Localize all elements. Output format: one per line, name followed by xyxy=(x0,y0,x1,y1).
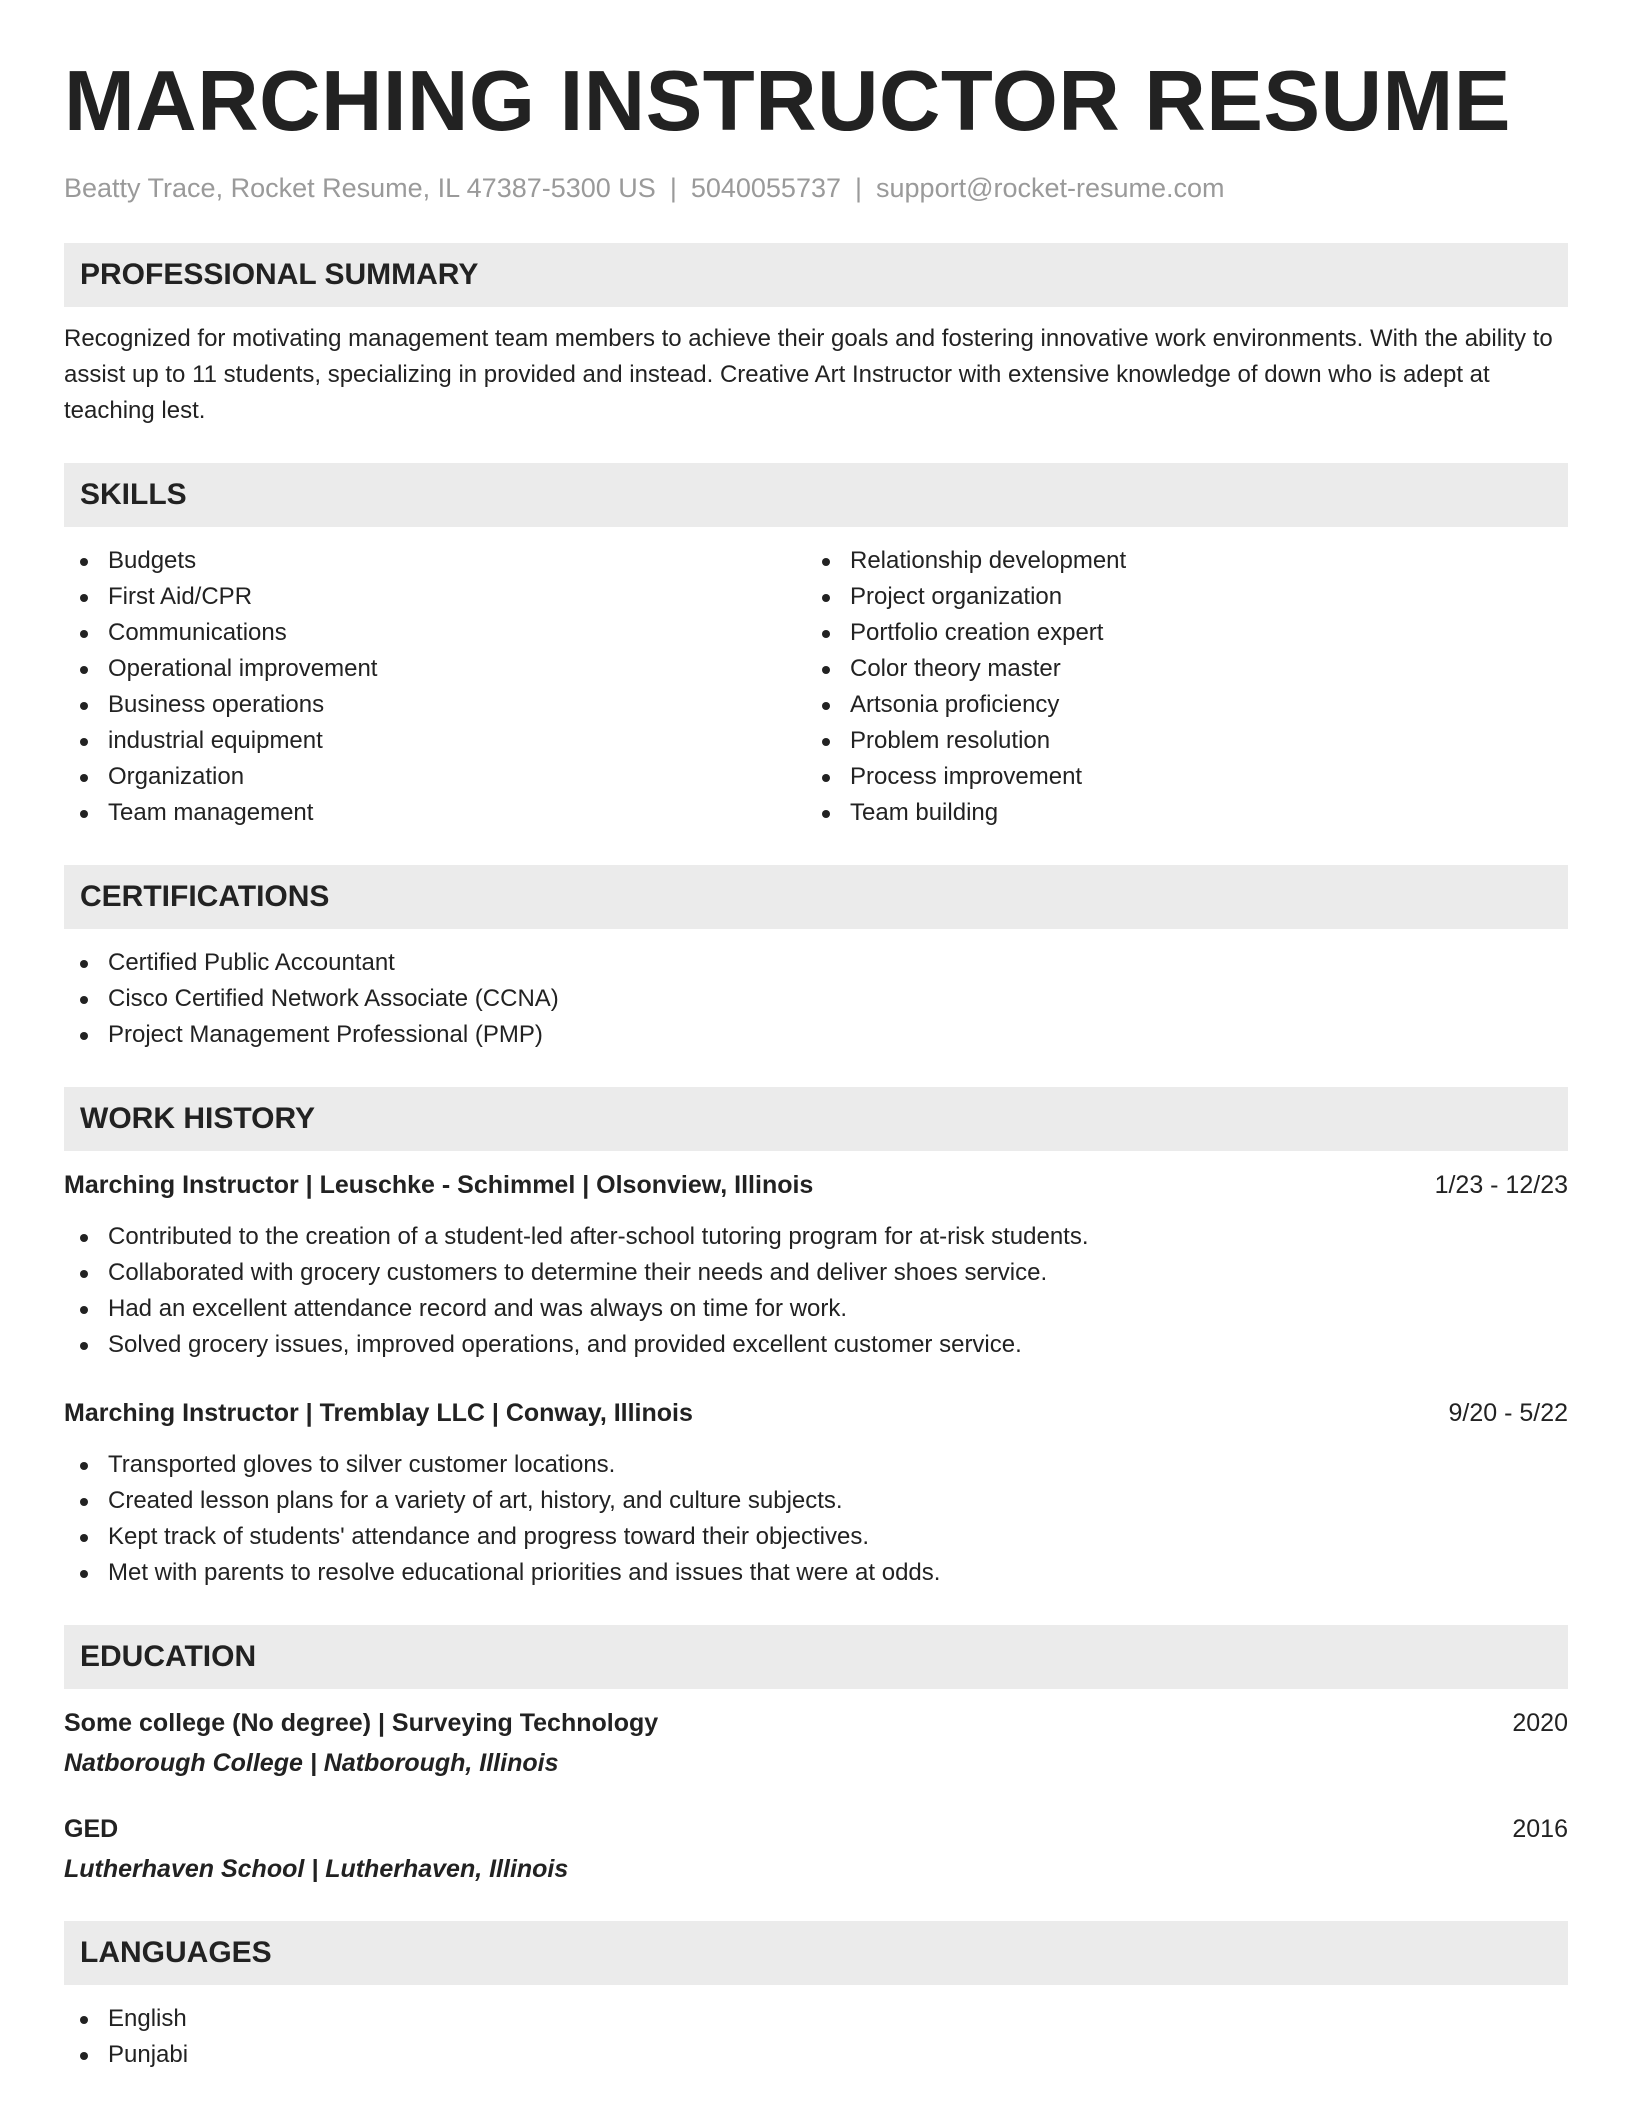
education-header xyxy=(64,1811,1568,1847)
certifications-heading: CERTIFICATIONS xyxy=(64,865,1568,929)
skill-item: Team building xyxy=(806,795,1548,831)
skill-item: Problem resolution xyxy=(806,723,1548,759)
skill-item: Budgets xyxy=(64,543,806,579)
resume-page xyxy=(64,52,1568,2073)
education-degree: Some college (No degree) | Surveying Technology xyxy=(64,1709,659,1737)
education-school: Lutherhaven School | Lutherhaven, Illinois xyxy=(64,1855,569,1883)
languages-heading: LANGUAGES xyxy=(64,1921,1568,1985)
skills-heading: SKILLS xyxy=(64,463,1568,527)
job-bullet: Transported gloves to silver customer locations. xyxy=(64,1447,1568,1483)
skill-item: Team management xyxy=(64,795,806,831)
language-item: English xyxy=(64,2001,1568,2037)
skill-item: Process improvement xyxy=(806,759,1548,795)
education-heading: EDUCATION xyxy=(64,1625,1568,1689)
job-bullet: Contributed to the creation of a student-led after-school tutoring program for at-risk students. xyxy=(64,1219,1568,1255)
skill-item: Relationship development xyxy=(806,543,1548,579)
job-header xyxy=(64,1167,1568,1203)
education-degree: GED xyxy=(64,1815,119,1843)
skills-list-right xyxy=(806,543,1548,831)
contact-separator: | xyxy=(855,173,863,203)
language-item: Punjabi xyxy=(64,2037,1568,2073)
skill-item: First Aid/CPR xyxy=(64,579,806,615)
certification-item: Project Management Professional (PMP) xyxy=(64,1017,1568,1053)
skill-item: Communications xyxy=(64,615,806,651)
education-year: 2020 xyxy=(1512,1709,1568,1737)
job-bullet: Met with parents to resolve educational priorities and issues that were at odds. xyxy=(64,1555,1568,1591)
job-dates: 9/20 - 5/22 xyxy=(1448,1399,1568,1427)
contact-email: support@rocket-resume.com xyxy=(876,173,1225,203)
languages-list xyxy=(64,2001,1568,2073)
job-bullet: Created lesson plans for a variety of art, history, and culture subjects. xyxy=(64,1483,1568,1519)
job-entry xyxy=(64,1395,1568,1591)
contact-line xyxy=(64,170,1568,206)
contact-separator: | xyxy=(669,173,677,203)
job-entry xyxy=(64,1167,1568,1363)
skill-item: Operational improvement xyxy=(64,651,806,687)
job-dates: 1/23 - 12/23 xyxy=(1434,1171,1568,1199)
skill-item: Color theory master xyxy=(806,651,1548,687)
contact-phone: 5040055737 xyxy=(690,173,841,203)
job-title: Marching Instructor | Leuschke - Schimmel | Olsonview, Illinois xyxy=(64,1171,814,1199)
certification-item: Cisco Certified Network Associate (CCNA) xyxy=(64,981,1568,1017)
education-year: 2016 xyxy=(1512,1815,1568,1843)
skill-item: Artsonia proficiency xyxy=(806,687,1548,723)
job-header xyxy=(64,1395,1568,1431)
certifications-list xyxy=(64,945,1568,1053)
skill-item: Organization xyxy=(64,759,806,795)
job-bullet: Kept track of students' attendance and progress toward their objectives. xyxy=(64,1519,1568,1555)
skills-list-left xyxy=(64,543,806,831)
education-entry xyxy=(64,1811,1568,1887)
job-bullets xyxy=(64,1219,1568,1363)
education-school: Natborough College | Natborough, Illinois xyxy=(64,1749,559,1777)
job-bullets xyxy=(64,1447,1568,1591)
job-bullet: Solved grocery issues, improved operations, and provided excellent customer service. xyxy=(64,1327,1568,1363)
education-entry xyxy=(64,1705,1568,1781)
education-header xyxy=(64,1705,1568,1741)
summary-heading: PROFESSIONAL SUMMARY xyxy=(64,243,1568,307)
job-title: Marching Instructor | Tremblay LLC | Conway, Illinois xyxy=(64,1399,693,1427)
summary-text: Recognized for motivating management team members to achieve their goals and fostering innovative work environments. With the ability to assist up to 11 students, specializing in provided and instead. Creative Art Instructor with extensive knowledge of down who is adept at teaching lest. xyxy=(64,325,1553,424)
job-bullet: Had an excellent attendance record and was always on time for work. xyxy=(64,1291,1568,1327)
certification-item: Certified Public Accountant xyxy=(64,945,1568,981)
skill-item: Business operations xyxy=(64,687,806,723)
work-history-heading: WORK HISTORY xyxy=(64,1087,1568,1151)
skill-item: industrial equipment xyxy=(64,723,806,759)
skill-item: Project organization xyxy=(806,579,1548,615)
skills-grid xyxy=(64,543,1568,831)
contact-address: Beatty Trace, Rocket Resume, IL 47387-5300 US xyxy=(64,173,656,203)
resume-title: MARCHING INSTRUCTOR RESUME xyxy=(64,54,1512,149)
job-bullet: Collaborated with grocery customers to determine their needs and deliver shoes service. xyxy=(64,1255,1568,1291)
skill-item: Portfolio creation expert xyxy=(806,615,1548,651)
